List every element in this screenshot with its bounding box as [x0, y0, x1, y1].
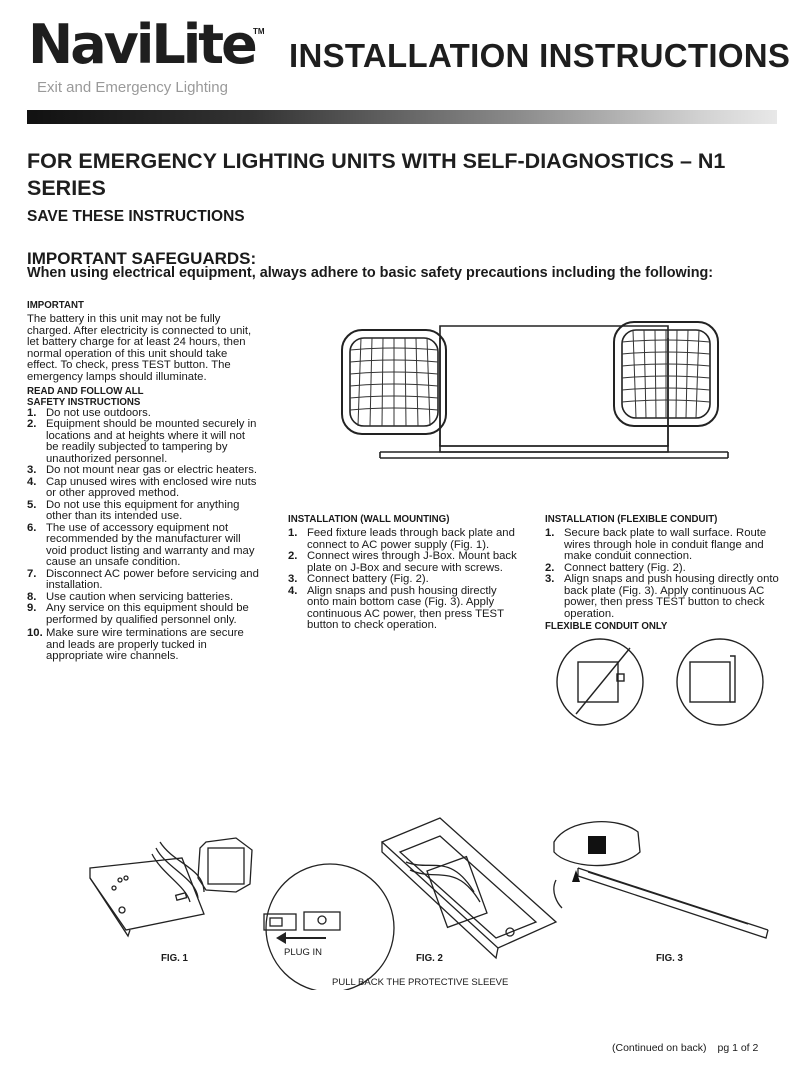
flexible-conduit-column [545, 514, 785, 632]
emergency-light-illustration [336, 318, 780, 468]
wall-mounting-column [288, 514, 520, 632]
sleeve-label: PULL BACK THE PROTECTIVE SLEEVE [332, 977, 509, 988]
safeguards-heading: IMPORTANT SAFEGUARDS: [27, 249, 257, 268]
fig1-back-plate-illustration [86, 828, 258, 940]
page-footer [612, 1042, 758, 1054]
brand-logo: NaviLite [28, 13, 255, 76]
flexible-conduit-note: FLEXIBLE CONDUIT ONLY [545, 621, 668, 632]
list-item: 10. Make sure wire terminations are secure and leads are properly tucked in appropriate wire channels. [27, 627, 244, 663]
list-item: 3. Align snaps and push housing directly onto back plate (Fig. 3). Apply continuous AC power, then press TEST button to check operation. [545, 573, 779, 620]
list-item: 6. The use of accessory equipment not recommended by the manufacturer will void product listing and warranty and may cause an unsafe condition. [27, 521, 255, 569]
fig3-label: FIG. 3 [656, 953, 683, 964]
wall-mounting-list [288, 528, 520, 632]
fig2-battery-connection-illustration [250, 812, 560, 990]
trademark-mark: TM [253, 27, 265, 36]
list-item: 2. Equipment should be mounted securely in locations and at heights where it will not be readily subjected to tampering by unauthorized personnel. [27, 418, 257, 465]
fig1-label: FIG. 1 [161, 953, 188, 964]
safety-label: READ AND FOLLOW ALL SAFETY INSTRUCTIONS [27, 385, 144, 408]
list-item: 4. Cap unused wires with enclosed wire nuts or other approved method. [27, 475, 257, 500]
brand-tagline: Exit and Emergency Lighting [37, 79, 228, 96]
important-label: IMPORTANT [27, 300, 84, 311]
list-item: 2. Connect wires through J-Box. Mount back plate on J-Box and secure with screws. [288, 550, 517, 574]
safety-list [27, 408, 259, 663]
page-title: FOR EMERGENCY LIGHTING UNITS WITH SELF-DIAGNOSTICS – N1 SERIES [27, 149, 726, 200]
safeguards-intro: When using electrical equipment, always adhere to basic safety precautions including the following: [27, 265, 714, 281]
page-subtitle: SAVE THESE INSTRUCTIONS [27, 208, 245, 225]
fig3-housing-illustration [548, 812, 788, 948]
list-item: 1. Feed fixture leads through back plate and connect to AC power supply (Fig. 1). [288, 527, 515, 551]
list-item: 3. Do not mount near gas or electric heaters. [27, 464, 257, 477]
list-item: 5. Do not use this equipment for anything other than its intended use. [27, 498, 240, 523]
flexible-conduit-list [545, 528, 785, 620]
list-item: 4. Align snaps and push housing directly onto main bottom case (Fig. 3). Apply continuous AC power, then press TEST button to check operation. [288, 584, 504, 631]
plug-in-label: PLUG IN [284, 947, 323, 958]
document-title: INSTALLATION INSTRUCTIONS [289, 37, 791, 74]
header-gradient-bar [27, 110, 777, 124]
list-item: 9. Any service on this equipment should be performed by qualified personnel only. [27, 602, 249, 626]
fig2-label: FIG. 2 [416, 953, 443, 964]
flexible-conduit-label: INSTALLATION (FLEXIBLE CONDUIT) [545, 514, 718, 525]
list-item: 1. Secure back plate to wall surface. Route wires through hole in conduit flange and make conduit connection. [545, 527, 767, 562]
important-text: The battery in this unit may not be fully charged. After electricity is connected to unit, let battery charge for at least 24 hours, then normal operation of this unit should take effect. To check, press TEST button. The emergency lamps should illuminate. [27, 313, 252, 383]
list-item: 8. Use caution when servicing batteries. [27, 590, 234, 603]
page-number: pg 1 of 2 [717, 1042, 759, 1054]
list-item: 2. Connect battery (Fig. 2). [545, 561, 686, 574]
wall-mounting-label: INSTALLATION (WALL MOUNTING) [288, 514, 450, 525]
list-item: 7. Disconnect AC power before servicing and installation. [27, 567, 259, 592]
list-item: 3. Connect battery (Fig. 2). [288, 573, 429, 585]
conduit-flange-illustration [550, 636, 790, 732]
list-item: 1. Do not use outdoors. [27, 406, 151, 419]
safety-column [27, 300, 259, 663]
continued-text: (Continued on back) [612, 1042, 707, 1054]
